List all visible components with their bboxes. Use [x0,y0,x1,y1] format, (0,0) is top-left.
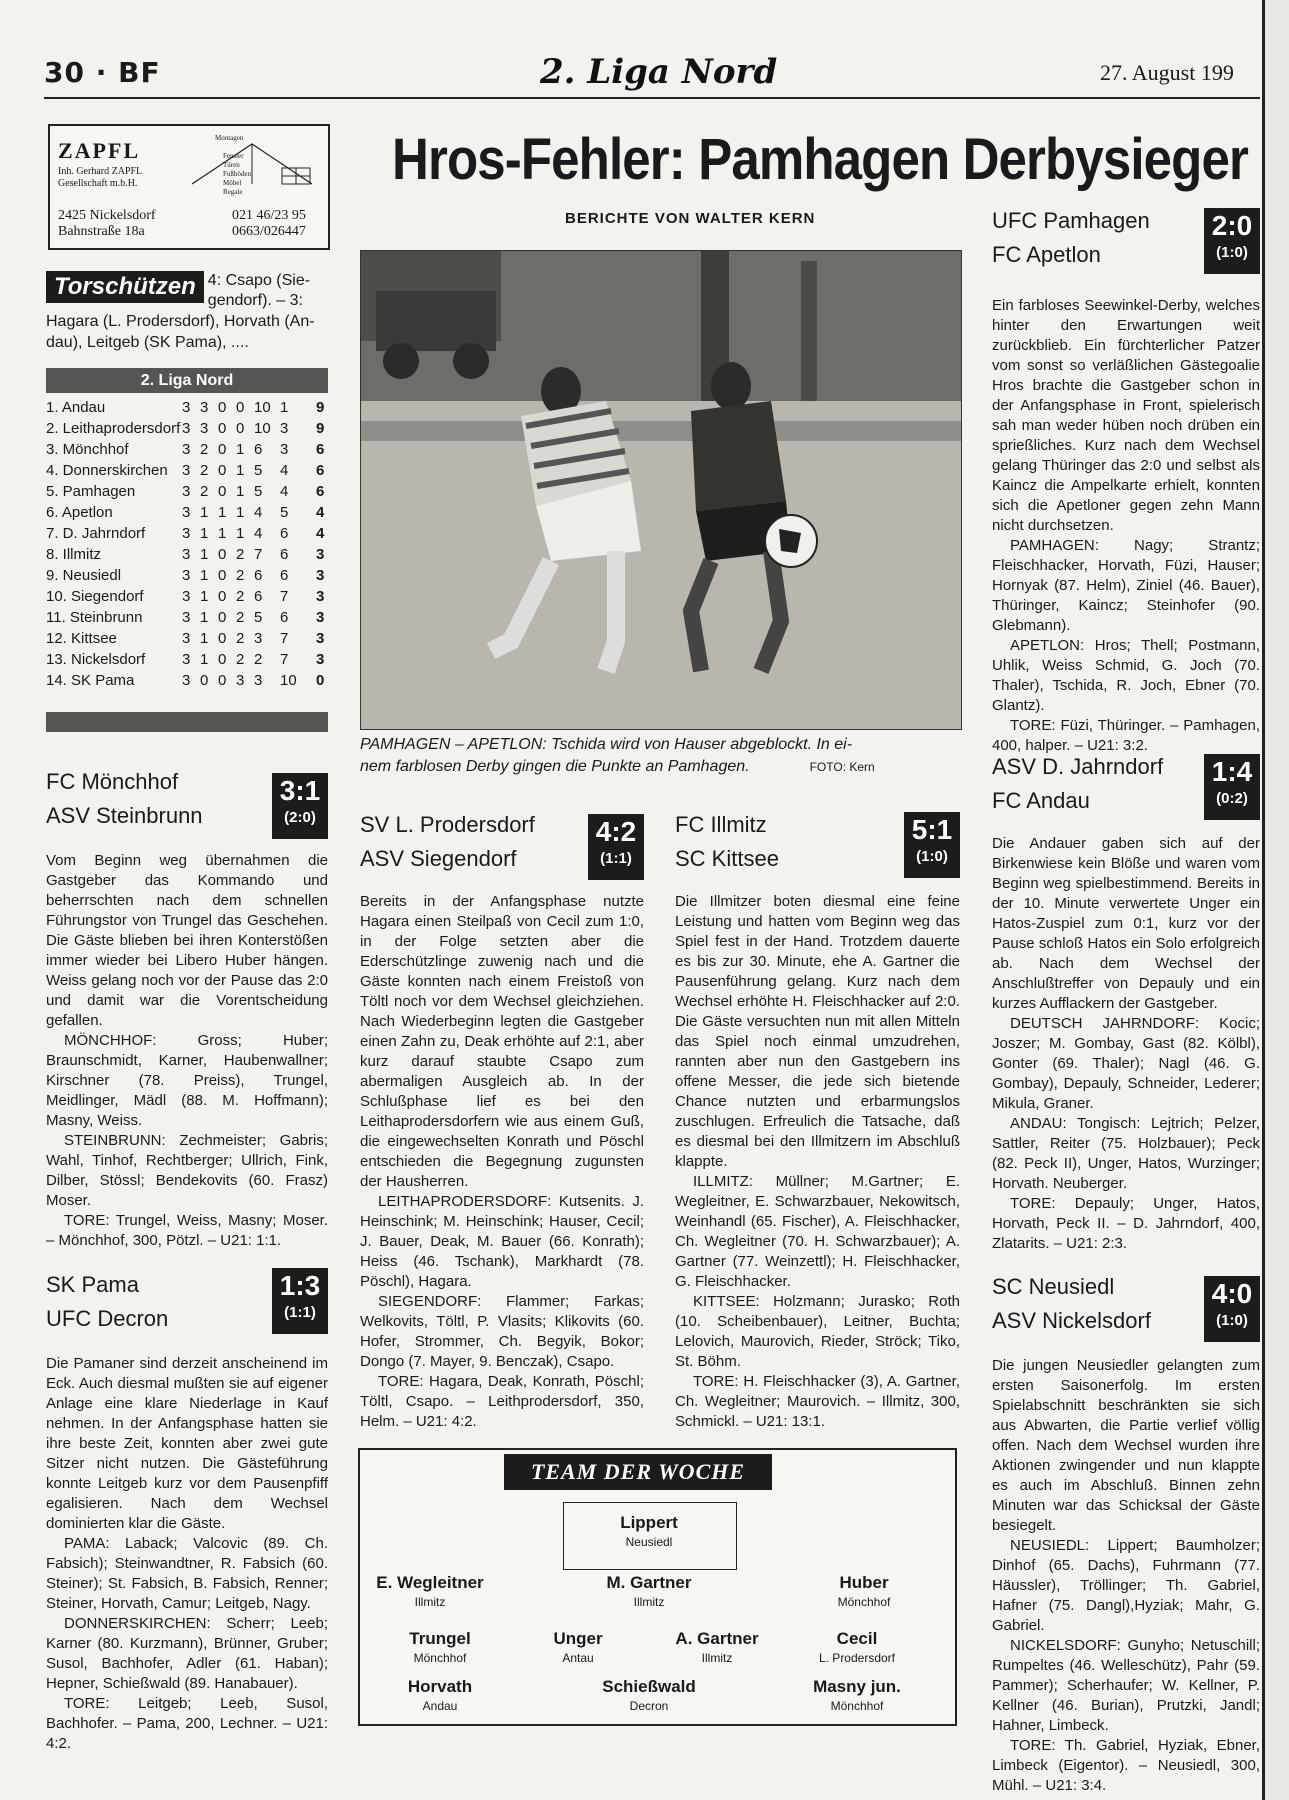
ad-service: Montagen [215,134,244,142]
away-team: UFC Decron [46,1306,169,1331]
stat-cell: 3 [236,672,245,689]
stat-cell: 2 [236,609,245,626]
caption-line: PAMHAGEN – APETLON: Tschida wird von Hauser abgeblockt. In ei- [360,736,853,753]
stat-cell: 6 [280,546,289,563]
lineup-away: NICKELSDORF: Gunyho; Netuschill; Rumpeltes (46. Welleschütz), Pahr (59. Pammer); Scherhaufer; W. Kellner, P. Kellner (46. Burian), Prutzki, Jandl; Hahner, Limbeck. [992,1637,1260,1734]
team-player [360,1676,520,1714]
stat-cell: 2 [236,588,245,605]
stat-cell: 5 [254,462,263,479]
stat-cell: 9 [316,420,325,437]
stat-cell: 4 [254,525,263,542]
stat-cell: 3 [182,630,191,647]
halftime-score: (2:0) [284,809,316,826]
scorers-box [46,271,332,353]
issue-date: 27. August 199 [1100,60,1234,85]
ad-subtitle [58,166,142,190]
stat-cell: 0 [218,609,227,626]
stat-cell: 6 [254,567,263,584]
player-name: Huber [839,1573,889,1592]
player-club: Illmitz [701,1651,733,1665]
ad-phone [232,208,306,240]
match-photo [360,250,962,730]
report-text: Die Pamaner sind derzeit anscheinend im Eck. Auch diesmal mußten sie auf eigener Anlage eine klare Niederlage in Kauf nehmen. In der Anfangsphase hatten sie ihre beste Zeit, konnten aber zwei gute Sitzer nicht nutzen. Die Gästeführung konnte Leitgeb kurz vor dem Pausenpfiff egalisieren. Nach dem Wechsel dominierten klar die Gäste. [46,1355,328,1532]
stat-cell: 3 [182,672,191,689]
halftime-score: (0:2) [1216,790,1248,807]
team-player [360,1628,520,1666]
stat-cell: 2 [200,462,209,479]
stat-cell: 3 [182,525,191,542]
page-edge [1262,0,1289,1800]
league-table [46,399,328,693]
stat-cell: 6 [316,483,325,500]
table-row [46,441,328,462]
table-row [46,567,328,588]
lineup-home: ILLMITZ: Müllner; M.Gartner; E. Wegleitner, E. Schwarzbauer, Nekowitsch, Weinhandl (65. Fischer), A. Fleischhacker, Ch. Wegleitner (70. H. Schwarzbauer); A. Gartner (77. Weinzettl); H. Fleischhacker, G. Fleischhacker. [675,1173,960,1290]
scorers-label: Torschützen [46,271,204,303]
score: 1:3 [279,1270,321,1301]
goals-line: TORE: H. Fleischhacker (3), A. Gartner, Ch. Wegleitner; Maurovich. – Illmitz, 300, Schmickl. – U21: 13:1. [675,1373,960,1430]
stat-cell: 6 [280,609,289,626]
football-photo-illustration [361,251,961,729]
table-row [46,504,328,525]
team-cell: 8. Illmitz [46,546,102,563]
stat-cell: 2 [236,546,245,563]
player-name: Unger [553,1629,603,1648]
score-badge [1204,754,1260,820]
stat-cell: 1 [236,441,245,458]
match-neusiedl-nickelsdorf [992,1270,1260,1796]
stat-cell: 3 [316,609,325,626]
team-of-the-week-title: TEAM DER WOCHE [504,1454,772,1490]
ad-address [58,208,156,240]
report-text: Vom Beginn weg übernahmen die Gastgeber das Kommando und beherrschten nach dem schnellen Führungstor von Trungel das Geschehen. Die Gäste blieben bei ihren Konterstößen immer wieder bei Libero Huber hängen. Weiss gelang noch vor der Pause das 2:0 und damit war die Vorentscheidung gefallen. [46,852,328,1029]
stat-cell: 0 [218,588,227,605]
table-title: 2. Liga Nord [46,368,328,393]
home-team: FC Illmitz [675,812,767,837]
table-row [46,609,328,630]
stat-cell: 3 [316,588,325,605]
photo-credit: FOTO: Kern [809,760,875,774]
stat-cell: 3 [316,567,325,584]
stat-cell: 1 [200,651,209,668]
table-row [46,546,328,567]
table-footer-bar [46,712,328,732]
player-name: Trungel [409,1629,471,1648]
home-team: FC Mönchhof [46,769,179,794]
ad-services [215,134,251,197]
lineup-home: LEITHAPRODERSDORF: Kutsenits. J. Heinschink; M. Heinschink; Hauser, Cecil; J. Bauer, Deak, M. Bauer (66. Konrath); Heiss (46. Tschank), Markhardt (78. Pöschl), Hagara. [360,1193,644,1290]
team-cell: 3. Mönchhof [46,441,129,458]
team-player [777,1628,937,1666]
team-player [784,1572,944,1610]
score-badge [1204,208,1260,274]
stat-cell: 2 [236,630,245,647]
stat-cell: 1 [200,567,209,584]
scorers-line: dau), Leitgeb (SK Pama), .... [46,334,249,351]
stat-cell: 6 [316,462,325,479]
report-text: Die Andauer gaben sich auf der Birkenwiese kein Blöße und waren vom Beginn weg spielbestimmend. Bereits in der 10. Minute verwertete Unger ein Hatos-Zuspiel zum 0:1, kurz vor der Pause schloß Hatos ein Solo erfolgreich ab. Nach dem Wechsel der Anschlußtreffer von Depauly und ein kurzes Aufflackern der Gastgeber. [992,835,1260,1012]
ad-brand: ZAPFL [58,138,141,163]
score-badge [904,812,960,878]
lineup-home: MÖNCHHOF: Gross; Huber; Braunschmidt, Karner, Haubenwallner; Kirschner (78. Preiss), Trungel, Meidlinger, Mädl (88. M. Hoffmann); Masny, Weiss. [46,1032,328,1129]
player-club: Illmitz [633,1595,665,1609]
ad-service: Fenster [223,152,244,160]
match-prodersdorf-siegendorf [360,808,644,1432]
team-player [569,1676,729,1714]
team-player [637,1628,797,1666]
player-club: Antau [562,1651,594,1665]
stat-cell: 0 [218,420,227,437]
score-badge [272,773,328,839]
stat-cell: 4 [280,462,289,479]
score-badge [1204,1276,1260,1342]
halftime-score: (1:0) [1216,244,1248,261]
match-moenchhof-steinbrunn [46,765,328,1251]
home-team: SK Pama [46,1272,139,1297]
home-team: SC Neusiedl [992,1274,1115,1299]
ad-service: Türen [223,161,240,169]
halftime-score: (1:0) [916,848,948,865]
player-club: Andau [422,1699,458,1713]
score-badge [588,814,644,880]
stat-cell: 3 [316,630,325,647]
stat-cell: 1 [200,504,209,521]
lineup-away: APETLON: Hros; Thell; Postmann, Uhlik, Weiss Schmid, G. Joch (70. Thaler), Tschida, R. Joch, Ebner (70. Glantz). [992,637,1260,714]
lineup-away: STEINBRUNN: Zechmeister; Gabris; Wahl, Tinhof, Rechtberger; Ullrich, Fink, Dilber, Stössl; Bendekovits (60. Frasz) Moser. [46,1132,328,1209]
ad-address-line: 2425 Nickelsdorf [58,208,156,223]
table-row [46,630,328,651]
stat-cell: 0 [236,399,245,416]
goals-line: TORE: Hagara, Deak, Konrath, Pöschl; Töltl, Csapo. – Leithprodersdorf, 350, Helm. – U21: 4:2. [360,1373,644,1430]
stat-cell: 1 [200,546,209,563]
goals-line: TORE: Trungel, Weiss, Masny; Moser. – Mönchhof, 300, Pötzl. – U21: 1:1. [46,1212,328,1249]
stat-cell: 7 [280,651,289,668]
home-team: ASV D. Jahrndorf [992,754,1164,779]
stat-cell: 4 [254,504,263,521]
stat-cell: 10 [254,399,271,416]
away-team: ASV Nickelsdorf [992,1308,1151,1333]
stat-cell: 2 [236,567,245,584]
section-title: 2. Liga Nord [540,52,778,92]
lineup-away: KITTSEE: Holzmann; Jurasko; Roth (10. Scheibenbauer), Leitner, Buchta; Lelovich, Maurovich, Rieder, Ströck; Tiko, St. Böhm. [675,1293,960,1370]
match-pamhagen-apetlon [992,204,1260,756]
stat-cell: 3 [182,546,191,563]
stat-cell: 10 [280,672,297,689]
stat-cell: 3 [182,441,191,458]
stat-cell: 3 [182,567,191,584]
lineup-away: DONNERSKIRCHEN: Scherr; Leeb; Karner (80. Kurzmann), Brünner, Gruber; Susol, Bachhofer, Adler (61. Haban); Hepner, Schießwald (89. Hanabauer). [46,1615,328,1692]
stat-cell: 0 [218,630,227,647]
player-name: E. Wegleitner [376,1573,484,1592]
ad-phone-line: 0663/026447 [232,224,306,239]
stat-cell: 3 [280,420,289,437]
scorers-line: Hagara (L. Prodersdorf), Horvath (An- [46,313,315,330]
stat-cell: 1 [200,609,209,626]
team-cell: 11. Steinbrunn [46,609,143,626]
stat-cell: 6 [316,441,325,458]
score: 5:1 [911,814,953,845]
ad-owner: Inh. Gerhard ZAPFL [58,166,143,177]
stat-cell: 2 [254,651,263,668]
page-number: 30 · BF [44,56,161,89]
team-cell: 4. Donnerskirchen [46,462,168,479]
away-team: ASV Siegendorf [360,846,517,871]
player-name: Horvath [407,1677,473,1696]
byline: BERICHTE VON WALTER KERN [565,210,816,227]
stat-cell: 5 [254,609,263,626]
stat-cell: 5 [280,504,289,521]
stat-cell: 1 [280,399,289,416]
scorers-line: gendorf). – 3: [207,292,303,309]
zapfl-advertisement [48,124,330,250]
lineup-home: PAMHAGEN: Nagy; Strantz; Fleischhacker, Horvath, Füzi, Hauser; Hornyak (87. Helm), Ziniel (46. Bauer), Thüringer, Kaincz; Steinhofer (90. Glebmann). [992,537,1260,634]
lineup-home: DEUTSCH JAHRNDORF: Kocic; Joszer; M. Gombay, Gast (82. Kölbl), Gonter (69. Thaler); Nagl (46. G. Gombay), Depauly, Schneider, Lederer; Mikula, Graner. [992,1015,1260,1112]
team-cell: 9. Neusiedl [46,567,122,584]
stat-cell: 3 [182,651,191,668]
stat-cell: 1 [218,504,227,521]
stat-cell: 3 [316,546,325,563]
score: 4:0 [1211,1278,1253,1309]
score: 3:1 [279,775,321,806]
away-team: SC Kittsee [675,846,779,871]
player-name: Masny jun. [813,1677,901,1696]
score-badge [272,1268,328,1334]
ad-service: Möbel [223,179,242,187]
stat-cell: 3 [182,483,191,500]
stat-cell: 5 [254,483,263,500]
ad-phone-line: 021 46/23 95 [232,208,306,223]
stat-cell: 7 [280,588,289,605]
ad-service: Regale [223,188,243,196]
stat-cell: 0 [218,441,227,458]
away-team: ASV Steinbrunn [46,803,203,828]
main-headline: Hros-Fehler: Pamhagen Derbysieger [392,127,1248,192]
team-cell: 1. Andau [46,399,106,416]
table-row [46,651,328,672]
stat-cell: 2 [200,483,209,500]
team-cell: 12. Kittsee [46,630,117,647]
team-player [777,1676,937,1714]
stat-cell: 0 [218,462,227,479]
match-jahrndorf-andau [992,750,1260,1254]
team-cell: 13. Nickelsdorf [46,651,146,668]
stat-cell: 1 [218,525,227,542]
stat-cell: 3 [182,399,191,416]
stat-cell: 3 [182,609,191,626]
report-text: Ein farbloses Seewinkel-Derby, welches hinter den Erwartungen weit zurückblieb. Ein fürchterlicher Patzer vom sonst so verläßlichen Gästegoalie Hros brachte die Gastgeber schon in der Anfangsphase in Front, spielerisch sah man weder hüben noch drüben ein sprießliches. Kurz nach dem Wechsel gelang Thüringer das 2:0 und selbst als Kaincz die Ampelkarte erhielt, konnten sich die Apetloner gegen zehn Mann nicht durchsetzen. [992,297,1260,534]
stat-cell: 4 [316,504,325,521]
team-cell: 10. Siegendorf [46,588,144,605]
stat-cell: 4 [316,525,325,542]
goals-line: TORE: Depauly; Unger, Hatos, Horvath, Peck II. – D. Jahrndorf, 400, Zlatarits. – U21: 2:3. [992,1195,1260,1252]
table-row [46,483,328,504]
home-team: UFC Pamhagen [992,208,1150,233]
stat-cell: 3 [182,588,191,605]
stat-cell: 3 [200,399,209,416]
goals-line: TORE: Füzi, Thüringer. – Pamhagen, 400, halper. – U21: 3:2. [992,717,1260,754]
stat-cell: 7 [254,546,263,563]
stat-cell: 1 [200,525,209,542]
ad-address-line: Bahnstraße 18a [58,224,145,239]
player-club: Mönchhof [837,1595,891,1609]
player-club: Decron [629,1699,669,1713]
table-row [46,588,328,609]
player-club: Neusiedl [625,1535,673,1549]
team-cell: 14. SK Pama [46,672,135,689]
table-row [46,525,328,546]
stat-cell: 3 [254,630,263,647]
player-club: Mönchhof [413,1651,467,1665]
team-cell: 7. D. Jahrndorf [46,525,146,542]
goals-line: TORE: Th. Gabriel, Hyziak, Ebner, Limbeck (Eigentor). – Neusiedl, 300, Mühl. – U21: 3:4. [992,1737,1260,1794]
scorers-line: 4: Csapo (Sie- [207,272,311,289]
stat-cell: 0 [218,672,227,689]
stat-cell: 0 [316,672,325,689]
stat-cell: 0 [200,672,209,689]
house-icon [182,134,322,204]
stat-cell: 1 [200,630,209,647]
team-cell: 2. Leithaprodersdorf [46,420,181,437]
stat-cell: 6 [280,567,289,584]
player-club: Illmitz [414,1595,446,1609]
stat-cell: 4 [280,483,289,500]
stat-cell: 7 [280,630,289,647]
player-name: A. Gartner [675,1629,759,1648]
halftime-score: (1:1) [284,1304,316,1321]
table-row [46,462,328,483]
stat-cell: 0 [236,420,245,437]
stat-cell: 9 [316,399,325,416]
stat-cell: 6 [254,588,263,605]
stat-cell: 2 [236,651,245,668]
score: 2:0 [1211,210,1253,241]
away-team: FC Andau [992,788,1090,813]
stat-cell: 6 [254,441,263,458]
score: 4:2 [595,816,637,847]
lineup-home: NEUSIEDL: Lippert; Baumholzer; Dinhof (65. Dachs), Fuhrmann (77. Häussler), Tröllinger; Th. Gabriel, Hafner (75. Dangl),Hyziak; Mahr, G. Gabriel. [992,1537,1260,1634]
stat-cell: 3 [182,462,191,479]
player-name: Cecil [836,1629,878,1648]
report-text: Bereits in der Anfangsphase nutzte Hagara einen Steilpaß von Cecil zum 1:0, in der Folge setzten aber die Ederschützlinge zuwenig nach und die Gäste konnten nach einem Freistoß von Töltl noch vor dem Wechsel gleichziehen. Nach Wiederbeginn legten die Gastgeber einen Zahn zu, Deak erhöhte auf 2:1, aber kurz darauf staubte Csapo zum abermaligen Ausgleich ab. In der Schlußphase lief es bei den Leithaprodersdorfern wie aus einem Guß, die eingewechselten Konrath und Pöschl entschieden die Begegnung zugunsten der Hausherren. [360,893,644,1190]
stat-cell: 6 [280,525,289,542]
stat-cell: 0 [218,651,227,668]
stat-cell: 3 [182,504,191,521]
team-cell: 6. Apetlon [46,504,113,521]
player-club: L. Prodersdorf [818,1651,896,1665]
table-row [46,420,328,441]
table-row [46,399,328,420]
home-team: SV L. Prodersdorf [360,812,535,837]
stat-cell: 1 [236,462,245,479]
team-player [569,1572,729,1610]
match-pama-decron [46,1268,328,1754]
match-illmitz-kittsee [675,808,960,1432]
header-rule [44,97,1260,99]
stat-cell: 1 [236,525,245,542]
away-team: FC Apetlon [992,242,1101,267]
team-player [498,1628,658,1666]
player-name: M. Gartner [606,1573,692,1592]
stat-cell: 10 [254,420,271,437]
team-cell: 5. Pamhagen [46,483,136,500]
stat-cell: 3 [182,420,191,437]
stat-cell: 0 [218,567,227,584]
lineup-away: ANDAU: Tongisch: Lejtrich; Pelzer, Sattler, Reiter (75. Holzbauer); Peck (82. Peck II), Unger, Hatos, Wurzinger; Horvath. Neuberger. [992,1115,1260,1192]
stat-cell: 2 [200,441,209,458]
stat-cell: 1 [236,504,245,521]
stat-cell: 0 [218,483,227,500]
stat-cell: 1 [236,483,245,500]
ad-service: Fußböden [223,170,251,178]
team-player [569,1512,729,1550]
ad-company-form: Gesellschaft m.b.H. [58,178,138,189]
stat-cell: 3 [254,672,263,689]
halftime-score: (1:1) [600,850,632,867]
stat-cell: 0 [218,399,227,416]
report-text: Die Illmitzer boten diesmal eine feine Leistung und hatten vom Beginn weg das Spiel fest in der Hand. Trotzdem dauerte es bis zur 30. Minute, ehe A. Gartner die Pausenführung gelang. Kurz nach dem Wechsel erhöhte H. Fleischhacker auf 2:0. Die Gäste versuchten nun mit allen Mitteln das Spiel noch einmal umzudrehen, rannten aber nun den Gastgebern ins offene Messer, die jede sich bietende Chance nutzten und erbarmungslos zuschlugen. Erfreulich die Tatsache, daß es diesmal bei den Illmitzern im Abschluß klappte. [675,893,960,1170]
player-name: Lippert [620,1513,678,1532]
stat-cell: 3 [200,420,209,437]
caption-line: nem farblosen Derby gingen die Punkte an Pamhagen. [360,758,750,775]
report-text: Die jungen Neusiedler gelangten zum ersten Saisonerfolg. Im ersten Spielabschnitt beschränkten sie sich aus Abwarten, die Partie verlief völlig offen. Nach dem Wechsel wurden ihre Aktionen zwingender und nun klappte es auch im Abschluß. Binnen zehn Minuten war das Schicksal der Gäste besiegelt. [992,1357,1260,1534]
goals-line: TORE: Leitgeb; Leeb, Susol, Bachhofer. – Pama, 200, Lechner. – U21: 4:2. [46,1695,328,1752]
player-name: Schießwald [602,1677,696,1696]
lineup-home: PAMA: Laback; Valcovic (89. Ch. Fabsich); Steinwandtner, R. Fabsich (60. Steiner); St. Fabsich, B. Fabsich, Renner; Steiner, Horvath, Camur; Leitgeb, Nagy. [46,1535,328,1612]
stat-cell: 0 [218,546,227,563]
lineup-away: SIEGENDORF: Flammer; Farkas; Welkovits, Töltl, P. Vlasits; Klikovits (60. Hofer, Strommer, Ch. Begyik, Bokor; Dongo (7. Mayer, 9. Benczak), Csapo. [360,1293,644,1370]
table-row [46,672,328,693]
stat-cell: 1 [200,588,209,605]
halftime-score: (1:0) [1216,1312,1248,1329]
score: 1:4 [1211,756,1253,787]
team-player [350,1572,510,1610]
player-club: Mönchhof [830,1699,884,1713]
stat-cell: 3 [280,441,289,458]
stat-cell: 3 [316,651,325,668]
photo-caption [360,734,960,778]
